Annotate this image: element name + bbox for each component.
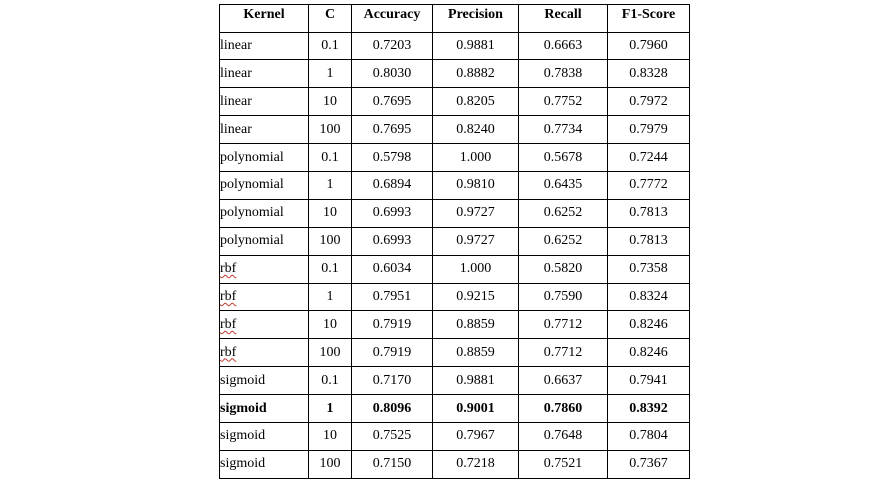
cell-recall: 0.7752 <box>519 88 608 116</box>
cell-kernel: linear <box>220 60 309 88</box>
cell-c: 10 <box>309 199 352 227</box>
header-recall: Recall <box>519 5 608 33</box>
table-row <box>220 144 690 172</box>
cell-accuracy: 0.6993 <box>352 199 433 227</box>
cell-f1-score: 0.7941 <box>608 367 690 395</box>
cell-kernel: polynomial <box>220 227 309 255</box>
spellcheck-flagged-word: rbf <box>220 344 237 360</box>
cell-kernel <box>220 283 309 311</box>
cell-recall: 0.6663 <box>519 32 608 60</box>
cell-kernel <box>220 311 309 339</box>
spellcheck-flagged-word: rbf <box>220 288 237 304</box>
cell-f1-score: 0.7979 <box>608 116 690 144</box>
cell-precision: 0.9001 <box>433 395 519 423</box>
cell-f1-score: 0.7804 <box>608 422 690 450</box>
cell-recall: 0.6252 <box>519 199 608 227</box>
table-header <box>220 5 690 33</box>
cell-kernel: linear <box>220 116 309 144</box>
cell-precision: 0.9881 <box>433 32 519 60</box>
table-row <box>220 171 690 199</box>
cell-recall: 0.7648 <box>519 422 608 450</box>
cell-precision: 0.9810 <box>433 171 519 199</box>
cell-accuracy: 0.6894 <box>352 171 433 199</box>
cell-recall: 0.5820 <box>519 255 608 283</box>
cell-accuracy: 0.7170 <box>352 367 433 395</box>
table-row <box>220 255 690 283</box>
cell-accuracy: 0.7919 <box>352 311 433 339</box>
cell-kernel <box>220 339 309 367</box>
cell-c: 10 <box>309 422 352 450</box>
header-f1-score: F1-Score <box>608 5 690 33</box>
table-row <box>220 283 690 311</box>
cell-f1-score: 0.8246 <box>608 311 690 339</box>
table-row <box>220 422 690 450</box>
cell-f1-score: 0.7358 <box>608 255 690 283</box>
cell-f1-score: 0.7972 <box>608 88 690 116</box>
table-row-best <box>220 395 690 423</box>
cell-c: 0.1 <box>309 32 352 60</box>
cell-recall: 0.6252 <box>519 227 608 255</box>
cell-f1-score: 0.8246 <box>608 339 690 367</box>
cell-recall: 0.7590 <box>519 283 608 311</box>
cell-recall: 0.7838 <box>519 60 608 88</box>
table-row <box>220 227 690 255</box>
header-precision: Precision <box>433 5 519 33</box>
cell-recall: 0.7860 <box>519 395 608 423</box>
cell-c: 100 <box>309 450 352 478</box>
cell-accuracy: 0.8030 <box>352 60 433 88</box>
cell-f1-score: 0.8324 <box>608 283 690 311</box>
cell-c: 0.1 <box>309 367 352 395</box>
cell-f1-score: 0.7772 <box>608 171 690 199</box>
header-accuracy: Accuracy <box>352 5 433 33</box>
cell-kernel: sigmoid <box>220 367 309 395</box>
cell-kernel: sigmoid <box>220 450 309 478</box>
cell-recall: 0.6435 <box>519 171 608 199</box>
table-row <box>220 32 690 60</box>
cell-precision: 0.8859 <box>433 339 519 367</box>
cell-accuracy: 0.7695 <box>352 88 433 116</box>
cell-kernel <box>220 255 309 283</box>
cell-accuracy: 0.7919 <box>352 339 433 367</box>
cell-accuracy: 0.7150 <box>352 450 433 478</box>
cell-accuracy: 0.8096 <box>352 395 433 423</box>
cell-recall: 0.7712 <box>519 339 608 367</box>
cell-c: 1 <box>309 395 352 423</box>
cell-kernel: sigmoid <box>220 395 309 423</box>
table-body <box>220 32 690 478</box>
cell-c: 10 <box>309 88 352 116</box>
cell-recall: 0.7521 <box>519 450 608 478</box>
cell-precision: 0.9881 <box>433 367 519 395</box>
cell-precision: 0.7218 <box>433 450 519 478</box>
cell-kernel: polynomial <box>220 199 309 227</box>
table-row <box>220 88 690 116</box>
cell-accuracy: 0.7951 <box>352 283 433 311</box>
table-row <box>220 311 690 339</box>
table-row <box>220 367 690 395</box>
cell-c: 100 <box>309 227 352 255</box>
table-row <box>220 60 690 88</box>
cell-f1-score: 0.8392 <box>608 395 690 423</box>
cell-accuracy: 0.7695 <box>352 116 433 144</box>
cell-kernel: polynomial <box>220 171 309 199</box>
header-kernel: Kernel <box>220 5 309 33</box>
cell-c: 10 <box>309 311 352 339</box>
cell-kernel: linear <box>220 32 309 60</box>
cell-c: 0.1 <box>309 144 352 172</box>
table-row <box>220 199 690 227</box>
cell-precision: 0.8882 <box>433 60 519 88</box>
spellcheck-flagged-word: rbf <box>220 316 237 332</box>
cell-f1-score: 0.7960 <box>608 32 690 60</box>
cell-recall: 0.7712 <box>519 311 608 339</box>
cell-f1-score: 0.7367 <box>608 450 690 478</box>
cell-precision: 0.8240 <box>433 116 519 144</box>
table-row <box>220 450 690 478</box>
cell-kernel: linear <box>220 88 309 116</box>
cell-precision: 0.9727 <box>433 227 519 255</box>
cell-kernel: polynomial <box>220 144 309 172</box>
cell-precision: 0.7967 <box>433 422 519 450</box>
cell-precision: 0.8205 <box>433 88 519 116</box>
cell-c: 100 <box>309 339 352 367</box>
cell-accuracy: 0.7525 <box>352 422 433 450</box>
table-row <box>220 339 690 367</box>
cell-accuracy: 0.6993 <box>352 227 433 255</box>
cell-f1-score: 0.7813 <box>608 227 690 255</box>
header-c: C <box>309 5 352 33</box>
cell-f1-score: 0.7244 <box>608 144 690 172</box>
cell-accuracy: 0.5798 <box>352 144 433 172</box>
cell-recall: 0.6637 <box>519 367 608 395</box>
cell-precision: 1.000 <box>433 255 519 283</box>
cell-c: 100 <box>309 116 352 144</box>
cell-precision: 0.8859 <box>433 311 519 339</box>
cell-f1-score: 0.8328 <box>608 60 690 88</box>
cell-recall: 0.7734 <box>519 116 608 144</box>
spellcheck-flagged-word: rbf <box>220 261 237 277</box>
cell-precision: 0.9215 <box>433 283 519 311</box>
cell-accuracy: 0.6034 <box>352 255 433 283</box>
cell-c: 1 <box>309 283 352 311</box>
table-row <box>220 116 690 144</box>
cell-recall: 0.5678 <box>519 144 608 172</box>
cell-kernel: sigmoid <box>220 422 309 450</box>
header-row <box>220 5 690 33</box>
results-table <box>219 4 690 479</box>
cell-precision: 0.9727 <box>433 199 519 227</box>
cell-c: 1 <box>309 60 352 88</box>
cell-c: 1 <box>309 171 352 199</box>
cell-c: 0.1 <box>309 255 352 283</box>
cell-accuracy: 0.7203 <box>352 32 433 60</box>
cell-precision: 1.000 <box>433 144 519 172</box>
cell-f1-score: 0.7813 <box>608 199 690 227</box>
